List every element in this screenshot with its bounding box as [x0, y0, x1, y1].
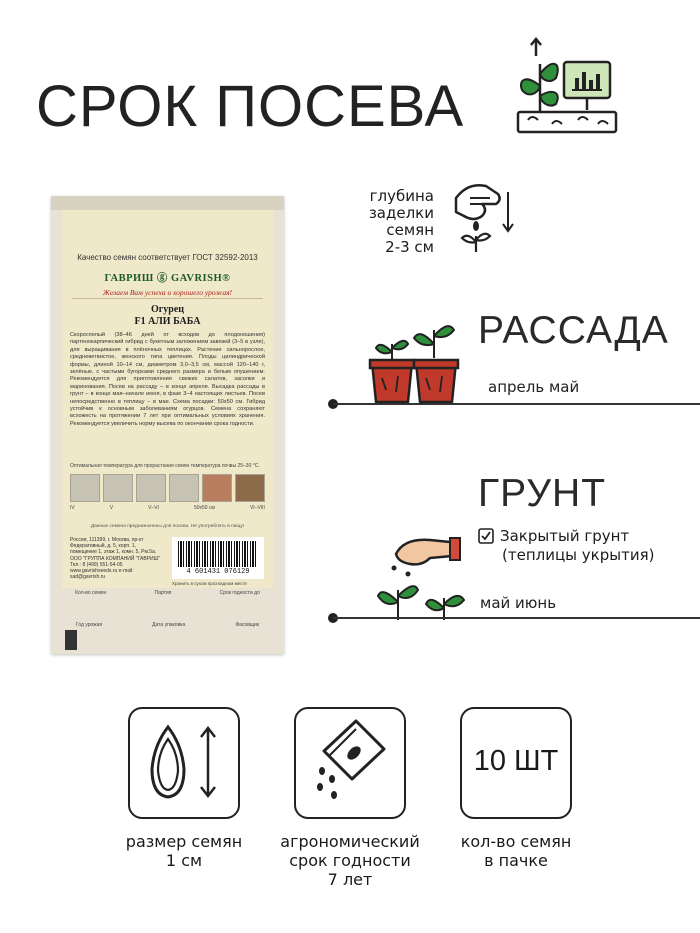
ground-type-check	[478, 527, 629, 545]
page-title: СРОК ПОСЕВА	[36, 74, 465, 139]
seed-size-caption: размер семян 1 см	[125, 832, 243, 870]
strip-image	[70, 474, 100, 502]
packet-footer-row	[51, 622, 284, 628]
packet-footer-label: Срок годности до	[219, 590, 260, 596]
packet-dark-mark	[65, 630, 77, 650]
sowing-chart-icon	[512, 34, 622, 136]
packet-description: Скороспелый (38–46 дней от всходов до плодоношения) партенокарпический гибрид с букетным заложением завязей (3–5 в узле), для выращивания в плёночных теплицах. Растение сильнорослое, средневетвистое, женского типа цветения. Плоды цилиндрической формы, длиной 10–14 см, диаметром 3,0–3,5 см, массой 120–140 г, зелёные, с частыми бугорками среднего размера и белым опушением. Рекомендуется для приготовления свежих салатов, засолки и маринования. Посев на рассаду – в конце апреля. Высадка рассады в грунт – в конце мая–начале июня, в фазе 3–4 настоящих листьев. Посев непосредственно в теплицу – в мае. Схема посадки: 50х50 см. Гибрид устойчив к основным заболеваниям огурцов. Семена сохраняют всхожесть на протяжении 7 лет при оптимальных условиях хранения. Рекомендуется увеличить норму высева по окончании срока годности.	[70, 332, 265, 427]
watering-plants-icon	[374, 528, 486, 620]
ground-type-sub: (теплицы укрытия)	[502, 546, 655, 564]
packet-storage: Хранить в сухом прохладном месте	[172, 581, 247, 586]
strip-image	[169, 474, 199, 502]
seed-packet-image	[51, 196, 284, 654]
packet-footer-label: Дата упаковка	[152, 622, 186, 628]
packet-footer-label: Год урожая	[75, 622, 103, 628]
strip-image	[235, 474, 265, 502]
strip-month: V–VI	[148, 505, 159, 511]
shelf-life-card	[294, 707, 406, 819]
strip-month: 50х50 см	[193, 505, 215, 511]
packet-divider	[72, 298, 263, 299]
packet-footer-label: Партия	[154, 590, 172, 596]
strip-image	[202, 474, 232, 502]
ground-heading: ГРУНТ	[478, 472, 607, 515]
packet-slogan: Желаем Вам успеха и хорошего урожая!	[102, 288, 233, 297]
sowing-depth-text: глубина заделки семян 2-3 см	[368, 187, 434, 256]
packet-footer-row	[51, 590, 284, 596]
packet-temperature: Оптимальная температура для прорастания семян температура почвы 25–30 °С.	[70, 463, 260, 469]
strip-image	[103, 474, 133, 502]
seedling-months: апрель май	[488, 378, 580, 396]
packet-footer-label: Фасовщик	[235, 622, 259, 628]
packet-growing-strip	[70, 474, 265, 502]
ground-type-label: Закрытый грунт	[500, 527, 630, 545]
seed-count-caption: кол-во семян в пачке	[460, 832, 572, 870]
seed-count-card: 10 ШТ	[460, 707, 572, 819]
barcode-bars	[178, 541, 258, 567]
packet-label	[62, 210, 273, 588]
seed-size-card	[128, 707, 240, 819]
strip-month: IV	[70, 505, 75, 511]
seedling-timeline-line	[333, 403, 700, 405]
packet-gost: Качество семян соответствует ГОСТ 32592-2013	[77, 253, 258, 262]
packet-crop: Огурец	[150, 304, 185, 315]
packet-footer-label: Кол-во семян	[75, 590, 107, 596]
strip-image	[136, 474, 166, 502]
strip-month: V	[109, 505, 114, 511]
shelf-life-caption: агрономический срок годности 7 лет	[280, 832, 420, 889]
packet-note: Данные семена предназначены для посева. Не употреблять в пищу!	[90, 524, 245, 529]
strip-month: VI–VIII	[249, 505, 265, 511]
ground-timeline-line	[333, 617, 700, 619]
packet-brand: ГАВРИШ ⓖ GAVRISH®	[104, 273, 231, 284]
packet-address: Россия, 111399, г. Москва, пр-кт Федеративный, д. 5, корп. 1, помещение 1, этаж 1, комн. 5, Рм.5а. ООО "ГРУППА КОМПАНИЙ "ГАВРИШ" Тел.: 8 (499) 551-54-05 www.gavrishseeds.ru e-mail: sad@gavrish.ru	[70, 537, 160, 581]
packet-variety: F1 АЛИ БАБА	[134, 316, 201, 327]
packet-strip-months	[70, 505, 265, 511]
barcode-number: 4 601431 076129	[186, 568, 250, 576]
seed-packet-icon	[296, 709, 403, 816]
hand-sowing-seeds-icon	[446, 178, 518, 252]
seedling-heading: РАССАДА	[478, 309, 669, 352]
packet-barcode	[172, 537, 264, 579]
seed-size-icon	[130, 709, 237, 816]
seedling-pots-icon	[368, 318, 464, 408]
packet-top-strip	[51, 196, 284, 210]
ground-months: май июнь	[480, 594, 557, 612]
